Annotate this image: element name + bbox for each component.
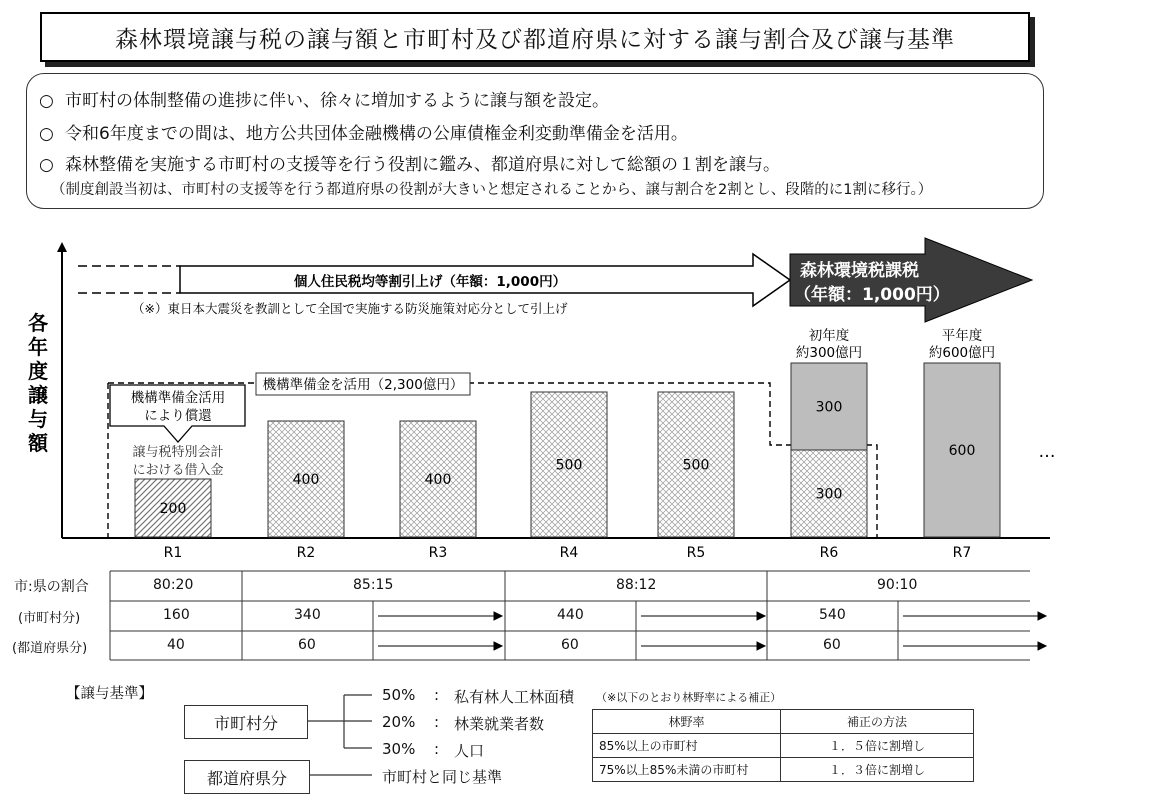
repayment-line2: により償還 [144, 408, 212, 424]
ratio-value: 80:20 [153, 577, 194, 593]
bullet-text: 森林整備を実施する市町村の支援等を行う役割に鑑み、都道府県に対して総額の１割を譲与。 [65, 155, 781, 175]
loan-line2: における借入金 [132, 463, 224, 478]
basis-connectors [306, 695, 372, 775]
reserve-label: 機構準備金を活用（2,300億円） [262, 377, 464, 393]
correction-cell: 85%以上の市町村 [593, 734, 781, 758]
x-tick-label: R6 [819, 545, 839, 561]
new-tax-amount: （年額：1,000円） [794, 285, 950, 305]
x-tick-label: R1 [163, 545, 183, 561]
table-row [593, 734, 974, 758]
ratio-value: 90:10 [877, 577, 918, 593]
prefectural-row-label: (都道府県分) [12, 641, 88, 656]
correction-cell: 75%以上85%未満の市町村 [593, 758, 781, 782]
bullet-mark: ○ [39, 124, 54, 144]
r7-annotation-line2: 約600億円 [928, 345, 996, 361]
bar-value-label: 500 [682, 457, 710, 474]
y-axis-label-char: 譲 [28, 383, 48, 407]
bullet-mark: ○ [39, 91, 54, 111]
r6-annotation-line1: 初年度 [808, 328, 850, 344]
municipal-value: 160 [163, 607, 190, 623]
y-axis-label-char: 与 [28, 407, 48, 431]
prefectural-value: 60 [298, 637, 316, 653]
x-tick-label: R4 [559, 545, 579, 561]
y-axis-label-char: 度 [28, 359, 48, 383]
bullet-mark: ○ [39, 155, 54, 175]
prefectural-basis-box [184, 760, 310, 794]
table-row [593, 758, 974, 782]
bar-value-label: 500 [555, 457, 583, 474]
ratio-value: 85:15 [353, 577, 394, 593]
municipal-basis-box [184, 705, 308, 739]
x-tick-label: R5 [686, 545, 706, 561]
basis-item: 人口 [454, 742, 485, 760]
prefectural-basis-text: 市町村と同じ基準 [382, 768, 503, 786]
prefectural-value: 40 [167, 637, 185, 653]
tax-arrow-label: 個人住民税均等割引上げ（年額：1,000円） [293, 274, 567, 290]
x-tick-label: R7 [952, 545, 972, 561]
basis-pct: 30% [382, 740, 416, 758]
loan-line1: 譲与税特別会計 [132, 445, 224, 460]
ratio-row-label: 市:県の割合 [14, 579, 89, 595]
bullet-note: （制度創設当初は、市町村の支援等を行う都道府県の役割が大きいと想定されることから、譲与割合を2割とし、段階的に1割に移行。） [51, 182, 933, 198]
correction-header-cell: 補正の方法 [781, 710, 974, 734]
prefectural-basis-label: 都道府県分 [206, 768, 287, 788]
municipal-value: 440 [557, 607, 584, 623]
basis-heading: 【譲与基準】 [66, 686, 153, 702]
correction-cell: １．３倍に割増し [781, 758, 974, 782]
correction-table-header [593, 710, 974, 734]
y-axis-label-char: 額 [28, 431, 48, 455]
municipal-basis-label: 市町村分 [213, 713, 278, 733]
bar-value-label: 400 [424, 472, 452, 488]
new-tax-label: 森林環境税課税 [800, 261, 919, 281]
bar-value-label: 300 [815, 486, 843, 503]
basis-sep: : [434, 740, 440, 758]
basis-pct: 20% [382, 713, 416, 731]
prefectural-value: 60 [561, 637, 579, 653]
correction-table [592, 709, 974, 782]
bullet-text: 市町村の体制整備の進捗に伴い、徐々に増加するように譲与額を設定。 [65, 91, 609, 111]
continuation-ellipsis: … [1038, 442, 1056, 462]
r6-annotation-line2: 約300億円 [795, 345, 863, 361]
basis-pct: 50% [382, 686, 416, 704]
r7-annotation-line1: 平年度 [941, 328, 983, 344]
x-tick-label: R2 [296, 545, 316, 561]
correction-header-cell: 林野率 [593, 710, 781, 734]
y-axis-label-char: 各 [28, 311, 48, 335]
y-axis-label-char: 年 [28, 335, 48, 359]
municipal-value: 340 [294, 607, 321, 623]
correction-note: （※以下のとおり林野率による補正） [596, 691, 782, 704]
y-axis-label [28, 311, 49, 455]
bar-value-label: 400 [292, 472, 320, 488]
municipal-row-label: (市町村分) [18, 611, 81, 626]
prefectural-value: 60 [823, 637, 841, 653]
bar-value-label: 300 [815, 399, 843, 416]
basis-sep: : [434, 686, 440, 704]
y-axis-arrowhead [57, 242, 67, 252]
basis-item: 私有林人工林面積 [454, 688, 575, 706]
basis-item: 林業就業者数 [454, 715, 545, 733]
bar-value-label: 200 [159, 501, 187, 517]
repayment-line1: 機構準備金活用 [130, 390, 226, 406]
page-title-text: 森林環境譲与税の譲与額と市町村及び都道府県に対する譲与割合及び譲与基準 [115, 26, 955, 53]
correction-cell: １．５倍に割増し [781, 734, 974, 758]
municipal-value: 540 [819, 607, 846, 623]
tax-note: （※）東日本大震災を教訓として全国で実施する防災施策対応分として引上げ [132, 301, 568, 316]
bullet-text: 令和6年度までの間は、地方公共団体金融機構の公庫債権金利変動準備金を活用。 [65, 124, 688, 144]
basis-sep: : [434, 713, 440, 731]
ratio-value: 88:12 [616, 577, 657, 593]
bar-value-label: 600 [948, 443, 976, 459]
x-tick-label: R3 [428, 545, 448, 561]
